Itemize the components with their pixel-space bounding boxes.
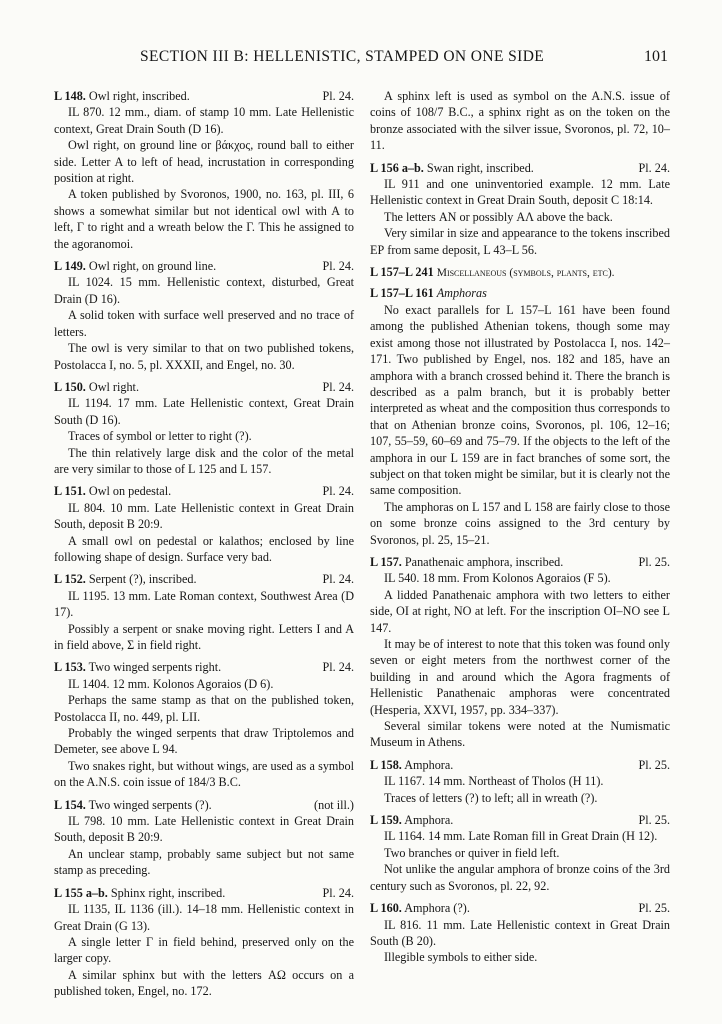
entry-title: Swan right, inscribed. (426, 160, 534, 175)
entry-heading (54, 571, 354, 587)
entry-heading-main (370, 554, 563, 570)
entry-heading-main (54, 659, 221, 675)
section-heading (370, 264, 670, 281)
entry-heading (54, 885, 354, 901)
entry-paragraph: IL 1404. 12 mm. Kolonos Agoraios (D 6). (68, 676, 274, 691)
plate-reference: Pl. 25. (638, 554, 670, 569)
entry-heading-main (54, 88, 190, 104)
entries-group-a (370, 160, 670, 258)
entry-title: Sphinx right, inscribed. (110, 885, 226, 900)
entry-paragraph: The thin relatively large disk and the color of the metal are very similar to those of L 125 and L 157. (54, 445, 354, 476)
right-column (370, 88, 670, 972)
entry-paragraph: IL 798. 10 mm. Late Hellenistic context in Great Drain South, deposit B 20:9. (54, 814, 354, 845)
entry-heading-main (370, 757, 453, 773)
entry-paragraph: IL 804. 10 mm. Late Hellenistic context in Great Drain South, deposit B 20:9. (54, 500, 354, 532)
catalog-entry (54, 258, 354, 373)
entry-paragraph: An unclear stamp, probably same subject but not same stamp as preceding. (54, 846, 354, 878)
entry-paragraph: IL 1167. 14 mm. Northeast of Tholos (H 11). (384, 774, 604, 789)
entry-paragraph: IL 1194. 17 mm. Late Hellenistic context, Great Drain South (D 16). (54, 396, 354, 427)
entry-paragraph: Traces of letters (?) to left; all in wreath (?). (384, 790, 598, 805)
entry-paragraph: Two snakes right, but without wings, are used as a symbol on the A.N.S. coin issue of 184/3 B.C. (54, 758, 354, 790)
entry-label: L 159. (370, 813, 402, 828)
plate-reference: Pl. 24. (322, 379, 354, 394)
entry-heading-main (54, 379, 139, 395)
entry-heading-main (54, 571, 197, 587)
entry-heading-main (54, 797, 212, 813)
entry-title: Amphora (?). (404, 901, 470, 916)
entry-paragraph: Illegible symbols to either side. (384, 950, 538, 965)
entry-paragraph: Two branches or quiver in field left. (384, 845, 560, 860)
catalog-entry (370, 160, 670, 258)
entry-heading (54, 258, 354, 274)
entry-label: L 155 a–b. (54, 885, 108, 900)
catalog-entry (54, 797, 354, 879)
plate-reference: Pl. 25. (638, 757, 670, 772)
entry-title: Owl right, inscribed. (88, 89, 190, 103)
entry-heading-main (54, 885, 225, 901)
entry-paragraph: IL 1135, IL 1136 (ill.). 14–18 mm. Hellenistic context in Great Drain (G 13). (54, 902, 354, 933)
catalog-entry (370, 812, 670, 894)
entry-heading (370, 160, 670, 176)
entry-paragraph: A lidded Panathenaic amphora with two letters to either side, ΟΙ at right, ΝΟ at left. For the inscription ΟΙ–ΝΟ see L 147. (370, 587, 670, 635)
entry-paragraph: A small owl on pedestal or kalathos; enclosed by line following shape of design. Surface very bad. (54, 533, 354, 564)
entry-paragraph: IL 1024. 15 mm. Hellenistic context, disturbed, Great Drain (D 16). (54, 275, 354, 306)
entry-paragraph: IL 1195. 13 mm. Late Roman context, Southwest Area (D 17). (54, 588, 354, 620)
entry-paragraph: The owl is very similar to that on two published tokens, Postolacca I, no. 5, pl. XXXII, and Engel, no. 30. (54, 341, 354, 372)
entry-heading-main (370, 900, 470, 916)
entry-label: L 152. (54, 572, 86, 587)
entry-paragraph: The letters ΑΝ or possibly ΑΛ above the back. (384, 209, 613, 224)
entry-title: Serpent (?), inscribed. (88, 572, 197, 587)
catalog-entry (54, 88, 354, 252)
entry-heading (54, 88, 354, 104)
subsection-heading (370, 285, 670, 301)
catalog-entry (54, 659, 354, 790)
catalog-entry (54, 379, 354, 477)
entry-label: L 149. (54, 259, 86, 274)
entry-heading-main (54, 483, 171, 499)
entry-label: L 157. (370, 554, 402, 569)
entry-heading-main (370, 812, 453, 828)
entry-title: Amphora. (404, 813, 454, 828)
entry-label: L 156 a–b. (370, 160, 424, 175)
plate-reference: (not ill.) (314, 797, 354, 812)
entry-heading (370, 757, 670, 773)
entry-title: Amphora. (404, 757, 454, 772)
entry-paragraph: Several similar tokens were noted at the Numismatic Museum in Athens. (370, 719, 670, 750)
entry-heading (54, 659, 354, 675)
entry-heading (370, 554, 670, 570)
entry-label: L 151. (54, 484, 86, 499)
entry-heading-main (54, 258, 216, 274)
entry-heading (370, 900, 670, 916)
entry-title: Two winged serpents (?). (88, 797, 212, 812)
entry-paragraph: A single letter Γ in field behind, preserved only on the larger copy. (54, 934, 354, 966)
entry-label: L 150. (54, 379, 86, 394)
section-label: L 157–L 241 (370, 265, 434, 280)
entry-paragraph: A token published by Svoronos, 1900, no. 163, pl. III, 6 shows a somewhat similar but not identical owl with A to left, Γ to right and a wreath below the Γ. This he assigned to the agoranomoi. (54, 187, 354, 251)
subsection-label: L 157–L 161 (370, 286, 434, 301)
entry-label: L 160. (370, 901, 402, 916)
intro-paragraph: A sphinx left is used as symbol on the A.N.S. issue of coins of 108/7 B.C., a sphinx right as on the token on the bronze associated with the silver issue, Svoronos, pl. 72, 10–11. (370, 89, 670, 153)
entry-paragraph: Probably the winged serpents that draw Triptolemos and Demeter, see above L 94. (54, 726, 354, 757)
entry-label: L 153. (54, 660, 86, 675)
entry-paragraph: Owl right, on ground line or βάκχος, round ball to either side. Letter A to left of head, incrustation in corresponding position at right. (54, 138, 354, 186)
catalog-entry (54, 483, 354, 565)
entry-title: Owl on pedestal. (88, 484, 172, 499)
section-title-text: Miscellaneous (symbols, plants, etc). (436, 267, 615, 280)
entry-paragraph: IL 816. 11 mm. Late Hellenistic context in Great Drain South (B 20). (370, 917, 670, 948)
catalog-entry (370, 757, 670, 806)
plate-reference: Pl. 24. (638, 160, 670, 175)
page-number: 101 (644, 48, 668, 65)
entry-paragraph: Very similar in size and appearance to the tokens inscribed ΕΡ from same deposit, L 43–L 56. (370, 226, 670, 257)
plate-reference: Pl. 24. (322, 89, 354, 103)
plate-reference: Pl. 25. (638, 901, 670, 916)
entry-paragraph: Not unlike the angular amphora of bronze coins of the 3rd century such as Svoronos, pl. 22, 92. (370, 862, 670, 893)
entry-paragraph: It may be of interest to note that this token was found only seven or eight meters from the northwest corner of the building in and around which the Agora fragments of Hellenistic Panathenaic amphoras were concentrated (Hesperia, XXVI, 1957, pp. 334–337). (370, 637, 670, 717)
subsection-paragraph: The amphoras on L 157 and L 158 are fairly close to those on some bronze coins assigned to the 3rd century by Svoronos, pl. 25, 15–21. (370, 499, 670, 547)
entry-paragraph: IL 870. 12 mm., diam. of stamp 10 mm. Late Hellenistic context, Great Drain South (D 16). (54, 105, 354, 136)
entry-title: Panathenaic amphora, inscribed. (404, 554, 564, 569)
entry-title: Owl right. (88, 379, 139, 394)
entry-label: L 158. (370, 757, 402, 772)
entry-paragraph: A solid token with surface well preserved and no trace of letters. (54, 308, 354, 339)
subsection-paragraph: No exact parallels for L 157–L 161 have been found among the published Athenian tokens, though some may exist among those not illustrated by Postolacca I, nos. 142–171. Two published by Engel, nos. 182 and 185, have an amphora with a branch crossed behind it. There the branch is described as a palm branch, but it is probably better interpreted as wheat and the composition thus corresponds to that on Athenian bronze coins, Svoronos, pl. 106, 12–16; 107, 55–59, 60–69 and 75–79. If the objects to the left of the amphora in our L 159 are in fact branches of some sort, the subject on that token might be similar, but it is clearly not the same composition. (370, 302, 670, 498)
catalog-entry (370, 554, 670, 751)
entry-paragraph: Perhaps the same stamp as that on the published token, Postolacca II, no. 449, pl. LII. (54, 693, 354, 724)
plate-reference: Pl. 24. (322, 660, 354, 675)
catalog-entry (54, 571, 354, 653)
entry-paragraph: IL 1164. 14 mm. Late Roman fill in Great Drain (H 12). (384, 829, 658, 844)
catalog-entry (54, 885, 354, 1000)
running-header (54, 48, 668, 72)
entry-heading (54, 379, 354, 395)
entry-heading-main (370, 160, 534, 176)
entry-heading (54, 797, 354, 813)
plate-reference: Pl. 24. (322, 484, 354, 499)
entry-label: L 154. (54, 797, 86, 812)
subsection-body (370, 302, 670, 548)
entry-paragraph: A similar sphinx but with the letters ΑΩ occurs on a published token, Engel, no. 172. (54, 967, 354, 999)
entry-paragraph: IL 911 and one uninventoried example. 12 mm. Late Hellenistic context in Great Drain South, deposit C 18:14. (370, 177, 670, 208)
entry-title: Two winged serpents right. (88, 660, 222, 675)
section-title: SECTION III B: HELLENISTIC, STAMPED ON ONE SIDE (140, 48, 545, 65)
plate-reference: Pl. 24. (322, 572, 354, 587)
entry-heading (370, 812, 670, 828)
entry-label: L 148. (54, 89, 86, 103)
entry-title: Owl right, on ground line. (88, 259, 217, 274)
entry-heading (54, 483, 354, 499)
entry-paragraph: Traces of symbol or letter to right (?). (68, 429, 252, 444)
catalog-entry (370, 900, 670, 966)
plate-reference: Pl. 25. (638, 813, 670, 828)
plate-reference: Pl. 24. (322, 259, 354, 274)
entry-paragraph: IL 540. 18 mm. From Kolonos Agoraios (F 5). (384, 571, 611, 586)
left-column (54, 88, 354, 1006)
entries-group-b (370, 554, 670, 966)
subsection-title: Amphoras (436, 286, 487, 301)
entry-paragraph: Possibly a serpent or snake moving right. Letters I and A in field above, Σ in field right. (54, 621, 354, 652)
plate-reference: Pl. 24. (322, 885, 354, 900)
